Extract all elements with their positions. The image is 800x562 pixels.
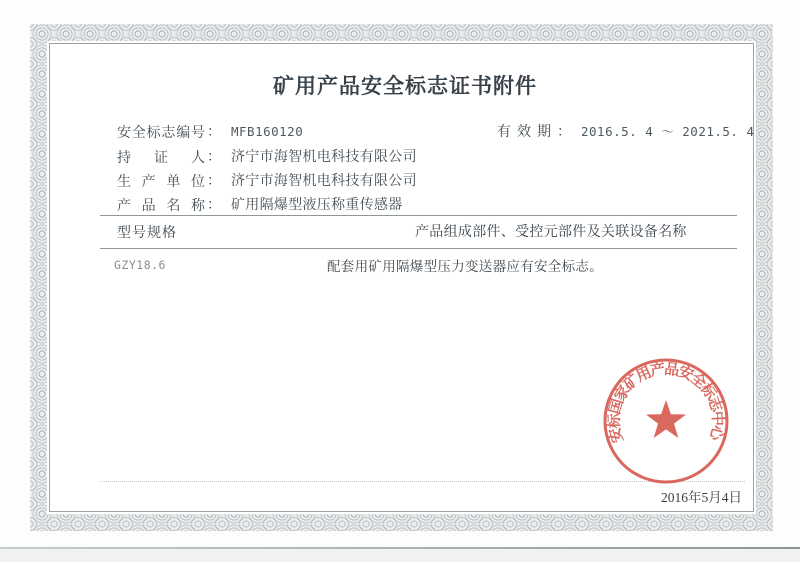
field-colon: ： xyxy=(207,125,221,140)
field-colon: ： xyxy=(207,174,221,189)
scanned-page-bottom-edge xyxy=(0,547,800,549)
table-row-description: 配套用矿用隔爆型压力变送器应有安全标志。 xyxy=(327,259,603,274)
field-colon: ： xyxy=(557,125,571,140)
field-safety-mark-number xyxy=(117,121,303,141)
certificate-title: 矿用产品安全标志证书附件 xyxy=(273,74,537,98)
table-header-rule xyxy=(100,248,737,249)
field-label: 持证人 xyxy=(117,151,205,167)
table-row-model-value: GZY18.6 xyxy=(114,258,166,272)
field-manufacturer xyxy=(117,170,417,190)
field-product-name xyxy=(117,194,403,214)
field-value: 济宁市海智机电科技有限公司 xyxy=(231,150,417,165)
table-top-rule xyxy=(100,215,737,216)
official-red-seal xyxy=(591,346,741,496)
field-label: 产品名称 xyxy=(117,199,205,215)
issue-date: 2016年5月4日 xyxy=(661,490,742,505)
field-value: 2016.5. 4 ～ 2021.5. 4 xyxy=(581,124,755,139)
field-value: 矿用隔爆型液压称重传感器 xyxy=(231,198,403,213)
field-label: 有效期 xyxy=(497,125,557,140)
star-icon xyxy=(646,400,686,438)
field-colon: ： xyxy=(207,198,221,213)
table-header-model-spec: 型号规格 xyxy=(117,226,177,241)
field-colon: ： xyxy=(207,150,221,165)
table-header-components: 产品组成部件、受控元部件及关联设备名称 xyxy=(415,225,687,240)
field-validity-period xyxy=(497,121,755,141)
field-label: 安全标志编号 xyxy=(117,126,205,142)
field-label: 生产单位 xyxy=(117,175,205,191)
seal-arc-text: 安标国家矿用产品安全标志中心 xyxy=(606,361,726,445)
field-value: 济宁市海智机电科技有限公司 xyxy=(231,174,417,189)
field-certificate-holder xyxy=(117,146,417,166)
field-value: MFB160120 xyxy=(231,124,304,139)
